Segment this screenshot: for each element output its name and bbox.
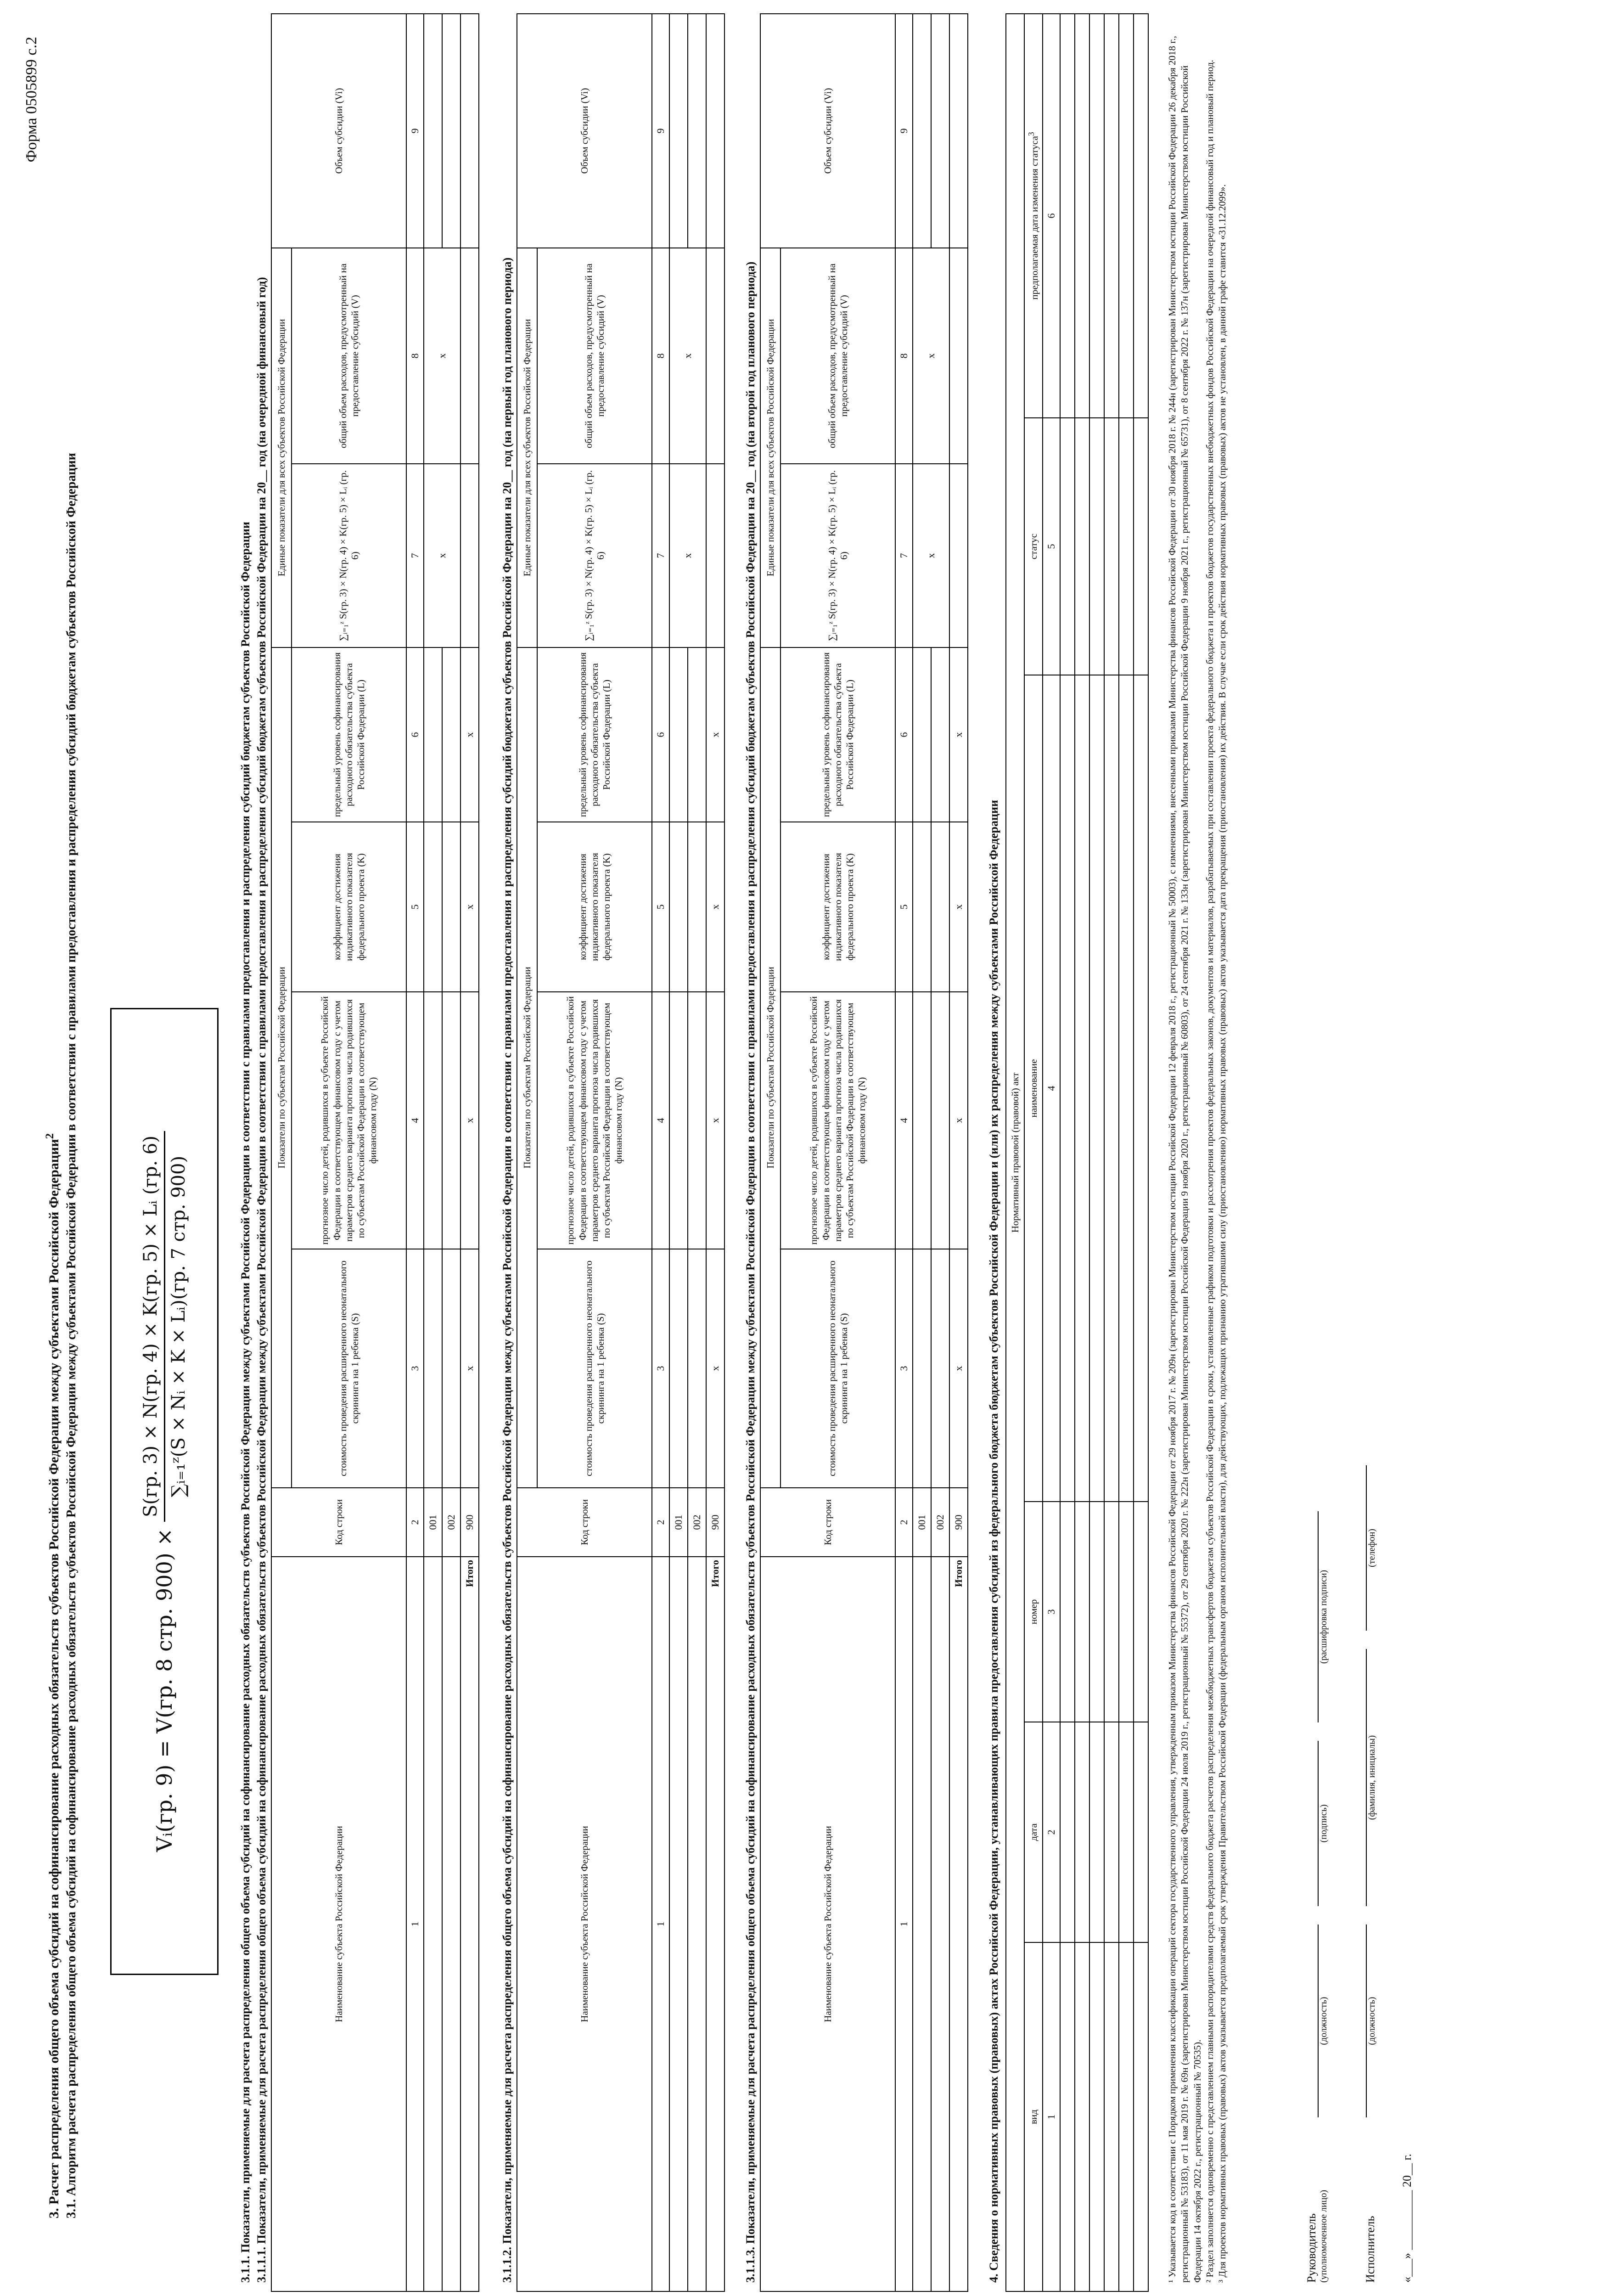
npa-header-data: дата xyxy=(1024,1722,1043,1942)
cell-merged-v: x xyxy=(669,248,706,464)
npa-group-header: Нормативный правовой (правовой) акт xyxy=(1006,14,1024,2291)
col-num: 1 xyxy=(895,1557,913,2291)
cap-position: (должность) xyxy=(1367,1997,1377,2045)
total-cell xyxy=(949,14,968,248)
total-code: 900 xyxy=(949,1488,968,1557)
header-v: общий объем расходов, предусмотренный на предоставление субсидий (V) xyxy=(537,248,652,464)
formula-fraction xyxy=(140,1131,189,1522)
cap-signature: (подпись) xyxy=(1319,1804,1329,1843)
col-num: 3 xyxy=(652,1249,669,1488)
col-num: 5 xyxy=(895,822,913,992)
header-n: прогнозное число детей, родившихся в субъекте Российской Федерации в соответствующем финансовом году с учетом параметров среднего варианта прогноза числа родившихся по субъектам Российской Федерации в соответствующем финансовом году (N) xyxy=(780,992,895,1249)
header-sum: ∑ᵢ₌₁ᶻ S(гр. 3) × N(гр. 4) × K(гр. 5) × Lᵢ (гр. 6) xyxy=(780,464,895,647)
cell-code: 001 xyxy=(913,1488,931,1557)
header-s: стоимость проведения расширенного неонатального скрининга на 1 ребенка (S) xyxy=(537,1249,652,1488)
total-row xyxy=(460,14,479,2291)
header-k: коэффициент достижения индикативного показателя федерального проекта (K) xyxy=(780,822,895,992)
npa-header-date-change xyxy=(1024,14,1043,418)
total-row xyxy=(949,14,968,2291)
cell xyxy=(424,992,442,1249)
col-num: 6 xyxy=(652,647,669,822)
col-num: 8 xyxy=(652,248,669,464)
total-code: 900 xyxy=(706,1488,724,1557)
footnotes xyxy=(1166,33,1229,2283)
total-cell xyxy=(949,464,968,647)
total-cell: x xyxy=(706,992,724,1249)
header-subject-name: Наименование субъекта Российской Федерации xyxy=(517,1557,652,2291)
npa-header-date-change-sup: 3 xyxy=(1027,132,1036,136)
header-n: прогнозное число детей, родившихся в субъекте Российской Федерации в соответствующем финансовом году с учетом параметров среднего варианта прогноза числа родившихся по субъектам Российской Федерации в соответствующем финансовом году (N) xyxy=(292,992,406,1249)
cell xyxy=(669,992,688,1249)
col-num: 9 xyxy=(406,14,424,248)
signature-block xyxy=(1304,1465,1414,2283)
cell-merged-v: x xyxy=(424,248,460,464)
head-decoding-field[interactable] xyxy=(1304,1511,1319,1722)
total-cell: x xyxy=(460,1249,479,1488)
cell-merged-sum: x xyxy=(913,464,949,647)
npa-col-num: 6 xyxy=(1043,14,1060,418)
cell xyxy=(913,647,931,822)
npa-header-nomer: номер xyxy=(1024,1502,1043,1722)
cell xyxy=(931,647,949,822)
cell xyxy=(931,992,949,1249)
total-cell: x xyxy=(460,992,479,1249)
col-num: 7 xyxy=(406,464,424,647)
col-num: 8 xyxy=(895,248,913,464)
header-k: коэффициент достижения индикативного показателя федерального проекта (K) xyxy=(292,822,406,992)
total-cell: x xyxy=(706,647,724,822)
cell-code: 002 xyxy=(931,1488,949,1557)
cell xyxy=(913,1249,931,1488)
total-label: Итого xyxy=(949,1557,968,2291)
section-3-1-1-heading: 3.1.1. Показатели, применяемые для расчета распределения общего объема субсидий на софинансирование расходных обязательств субъектов Российской Федерации между субъектами Российской Федерации в соответствии с правилами предоставления и распределения субсидий бюджетам субъектов Российской Федерации xyxy=(239,522,252,2283)
cell xyxy=(442,822,460,992)
total-cell xyxy=(706,14,724,248)
npa-row xyxy=(1119,14,1134,2291)
header-l: предельный уровень софинансирования расходного обязательства субъекта Российской Федерации (L) xyxy=(292,647,406,822)
cap-decoding: (расшифровка подписи) xyxy=(1319,1570,1329,1664)
npa-row xyxy=(1134,14,1148,2291)
col-num: 2 xyxy=(406,1488,424,1557)
total-cell xyxy=(949,248,968,464)
header-group-by-subject: Показатели по субъектам Российской Федерации xyxy=(271,647,292,1488)
head-signature-field[interactable] xyxy=(1304,1741,1319,1906)
cell-code: 001 xyxy=(424,1488,442,1557)
header-v: общий объем расходов, предусмотренный на предоставление субсидий (V) xyxy=(292,248,406,464)
total-cell: x xyxy=(949,992,968,1249)
npa-row xyxy=(1104,14,1119,2291)
header-vi: Объем субсидии (Vi) xyxy=(271,14,406,248)
footnote-3: ³ Для проектов нормативных правовых (правовых) актов указывается предполагаемый срок утверждения Правительством Российской Федерации (федеральным органом исполнительной власти), для действующих, подлежащих признанию утратившими силу (приостановлению) нормативных правовых (правовых) актов указывается дата прекращения (приостановления) их действия. В случае если срок действия нормативных правовых (правовых) актов не установлен, в данной графе ставится «31.12.2099». xyxy=(1217,184,1228,2283)
cell xyxy=(424,647,442,822)
col-num: 6 xyxy=(406,647,424,822)
header-group-common: Единые показатели для всех субъектов Российской Федерации xyxy=(271,248,292,647)
cell xyxy=(688,822,706,992)
total-row xyxy=(706,14,724,2291)
header-vi: Объем субсидии (Vi) xyxy=(517,14,652,248)
cell-merged-v: x xyxy=(913,248,949,464)
section-3-1-1-1-heading: 3.1.1.1. Показатели, применяемые для расчета распределения общего объема субсидий на софинансирование расходных обязательств субъектов Российской Федерации между субъектами Российской Федерации в соответствии с правилами предоставления и распределения субсидий бюджетам субъектов Российской Федерации на 20__ год (на очередной финансовый год) xyxy=(255,277,268,2283)
col-num: 5 xyxy=(406,822,424,992)
col-num: 7 xyxy=(895,464,913,647)
cap-position: (должность) xyxy=(1319,1997,1329,2045)
total-label: Итого xyxy=(706,1557,724,2291)
header-group-common: Единые показатели для всех субъектов Российской Федерации xyxy=(517,248,537,647)
cell xyxy=(931,822,949,992)
npa-col-num: 5 xyxy=(1043,418,1060,675)
table-row xyxy=(424,14,442,2291)
cell xyxy=(442,647,460,822)
cell-subject xyxy=(913,1557,931,2291)
cell xyxy=(442,14,460,248)
table-3-1-1-3 xyxy=(760,13,968,2292)
col-num: 4 xyxy=(652,992,669,1249)
header-group-by-subject: Показатели по субъектам Российской Федерации xyxy=(517,647,537,1488)
npa-row xyxy=(1075,14,1089,2291)
table-row xyxy=(913,14,931,2291)
header-group-common: Единые показатели для всех субъектов Российской Федерации xyxy=(760,248,780,647)
total-code: 900 xyxy=(460,1488,479,1557)
total-cell: x xyxy=(949,822,968,992)
head-sub: (уполномоченное лицо) xyxy=(1319,2189,1329,2283)
col-num: 7 xyxy=(652,464,669,647)
cell-subject xyxy=(424,1557,442,2291)
cell-subject xyxy=(442,1557,460,2291)
table-row xyxy=(669,14,688,2291)
footnote-2: ² Раздел заполняется одновременно с представлением главными распорядителями средств федерального бюджета расчетов распределения межбюджетных трансфертов бюджетам субъектов Российской Федерации в сроки, установленные графиком подготовки и рассмотрения проектов федеральных законов, документов и материалов, разрабатываемых при составлении проекта федерального бюджета и проектов бюджетов государственных внебюджетных фондов Российской Федерации на очередной финансовый год и плановый период. xyxy=(1204,60,1215,2283)
header-sum: ∑ᵢ₌₁ᶻ S(гр. 3) × N(гр. 4) × K(гр. 5) × Lᵢ (гр. 6) xyxy=(292,464,406,647)
cell-subject xyxy=(688,1557,706,2291)
formula-numerator: S(гр. 3) × N(гр. 4) × K(гр. 5) × Lᵢ (гр. 6) xyxy=(140,1131,165,1522)
cell xyxy=(688,14,706,248)
head-label: Руководитель xyxy=(1305,2213,1318,2283)
header-s: стоимость проведения расширенного неонатального скрининга на 1 ребенка (S) xyxy=(292,1249,406,1488)
head-position-field[interactable] xyxy=(1304,1925,1319,2117)
npa-header-name: наименование xyxy=(1024,675,1043,1502)
header-l: предельный уровень софинансирования расходного обязательства субъекта Российской Федерации (L) xyxy=(537,647,652,822)
total-label: Итого xyxy=(460,1557,479,2291)
header-group-by-subject: Показатели по субъектам Российской Федерации xyxy=(760,647,780,1488)
npa-header-status: статус xyxy=(1024,418,1043,675)
cell-code: 002 xyxy=(688,1488,706,1557)
executor-label: Исполнитель xyxy=(1364,2216,1377,2283)
header-subject-name: Наименование субъекта Российской Федерации xyxy=(760,1557,895,2291)
col-num: 3 xyxy=(895,1249,913,1488)
form-number: Форма 0505899 с.2 xyxy=(23,37,40,163)
col-num: 2 xyxy=(895,1488,913,1557)
cell xyxy=(913,992,931,1249)
table-3-1-1-2 xyxy=(517,13,725,2292)
col-num: 2 xyxy=(652,1488,669,1557)
cell-subject xyxy=(931,1557,949,2291)
section-3-1-1-3-heading: 3.1.1.3. Показатели, применяемые для расчета распределения общего объема субсидий на софинансирование расходных обязательств субъектов Российской Федерации между субъектами Российской Федерации в соответствии с правилами предоставления и распределения субсидий бюджетам субъектов Российской Федерации на 20__ год (на второй год планового периода) xyxy=(744,261,757,2283)
cell-merged-sum: x xyxy=(669,464,706,647)
table-3-1-1-1 xyxy=(271,13,479,2292)
cell-code: 002 xyxy=(442,1488,460,1557)
formula-denominator: ∑ᵢ₌₁ᶻ(S × Nᵢ × K × Lᵢ)(гр. 7 стр. 900) xyxy=(168,1155,189,1497)
cell xyxy=(669,647,688,822)
header-n: прогнозное число детей, родившихся в субъекте Российской Федерации в соответствующем финансовом году с учетом параметров среднего варианта прогноза числа родившихся по субъектам Российской Федерации в соответствующем финансовом году (N) xyxy=(537,992,652,1249)
npa-row xyxy=(1089,14,1104,2291)
header-k: коэффициент достижения индикативного показателя федерального проекта (K) xyxy=(537,822,652,992)
header-line-code: Код строки xyxy=(517,1488,652,1557)
cap-fio: (фамилия, инициалы) xyxy=(1367,1735,1377,1820)
total-cell: x xyxy=(706,822,724,992)
header-s: стоимость проведения расширенного неонатального скрининга на 1 ребенка (S) xyxy=(780,1249,895,1488)
footnote-1: ¹ Указывается код в соответствии с Порядком применения классификации операций сектора государственного управления, утвержденным приказом Министерства финансов Российской Федерации от 29 ноября 2017 г. № 209н (зарегистрирован Министерством юстиции Российской Федерации 12 февраля 2018 г., регистрационный № 50003), с изменениями, внесенными приказами Министерства финансов Российской Федерации от 30 ноября 2018 г. № 244н (зарегистрирован Министерством юстиции Российской Федерации 26 декабря 2018 г., регистрационный № 53183), от 11 мая 2019 г. № 69н (зарегистрирован Министерством юстиции Российской Федерации 24 июля 2019 г., регистрационный № 55372), от 29 сентября 2020 г. № 222н (зарегистрирован Министерством юстиции Российской Федерации 9 ноября 2020 г., регистрационный № 60803), от 24 сентября 2021 г. № 133н (зарегистрирован Министерством юстиции Российской Федерации 9 ноября 2021 г., регистрационный № 65731), от 8 сентября 2022 г. № 137н (зарегистрирован Министерством юстиции Российской Федерации 14 октября 2022 г., регистрационный № 70535). xyxy=(1167,36,1203,2283)
date-line: «___» __________ 20__ г. xyxy=(1400,2154,1414,2283)
section-3-heading xyxy=(44,1133,62,2218)
cell xyxy=(669,822,688,992)
cell xyxy=(913,822,931,992)
header-vi: Объем субсидии (Vi) xyxy=(760,14,895,248)
header-sum: ∑ᵢ₌₁ᶻ S(гр. 3) × N(гр. 4) × K(гр. 5) × Lᵢ (гр. 6) xyxy=(537,464,652,647)
formula xyxy=(140,1131,189,1852)
table-npa xyxy=(1005,13,1149,2292)
cell xyxy=(669,1249,688,1488)
cell xyxy=(688,647,706,822)
total-cell xyxy=(460,14,479,248)
npa-col-num: 2 xyxy=(1043,1722,1060,1942)
section-3-1-heading: 3.1. Алгоритм расчета распределения общего объема субсидий на софинансирование расходных обязательств субъектов Российской Федерации между субъектами Российской Федерации в соответствии с правилами предоставления и распределения субсидий бюджетам субъектов Российской Федерации xyxy=(64,453,79,2218)
total-cell xyxy=(706,248,724,464)
npa-col-num: 4 xyxy=(1043,675,1060,1502)
col-num: 8 xyxy=(406,248,424,464)
section-3-heading-sup: 2 xyxy=(44,1133,56,1139)
header-subject-name: Наименование субъекта Российской Федерации xyxy=(271,1557,406,2291)
npa-row xyxy=(1060,14,1075,2291)
cell xyxy=(442,992,460,1249)
npa-header-vid: вид xyxy=(1024,1942,1043,2291)
cell xyxy=(688,992,706,1249)
total-cell xyxy=(460,464,479,647)
cell xyxy=(913,14,931,248)
cell xyxy=(931,14,949,248)
section-3-1-1-2-heading: 3.1.1.2. Показатели, применяемые для расчета распределения общего объема субсидий на софинансирование расходных обязательств субъектов Российской Федерации между субъектами Российской Федерации в соответствии с правилами предоставления и распределения субсидий бюджетам субъектов Российской Федерации на 20__ год (на первый год планового периода) xyxy=(500,257,514,2283)
col-num: 6 xyxy=(895,647,913,822)
formula-box xyxy=(110,1008,219,1975)
col-num: 4 xyxy=(406,992,424,1249)
executor-fio-field[interactable] xyxy=(1352,1649,1367,1906)
npa-col-num: 3 xyxy=(1043,1502,1060,1722)
total-cell: x xyxy=(460,822,479,992)
header-line-code: Код строки xyxy=(271,1488,406,1557)
header-line-code: Код строки xyxy=(760,1488,895,1557)
formula-lhs: Vᵢ(гр. 9) = V(гр. 8 стр. 900) × xyxy=(152,1528,177,1852)
executor-phone-field[interactable] xyxy=(1352,1465,1367,1631)
total-cell: x xyxy=(949,1249,968,1488)
total-cell xyxy=(460,248,479,464)
section-3-heading-text: 3. Расчет распределения общего объема субсидий на софинансирование расходных обязательств субъектов Российской Федерации между субъектами Российской Федерации xyxy=(46,1139,62,2218)
header-l: предельный уровень софинансирования расходного обязательства субъекта Российской Федерации (L) xyxy=(780,647,895,822)
cell xyxy=(424,1249,442,1488)
cap-phone: (телефон) xyxy=(1367,1529,1377,1567)
executor-position-field[interactable] xyxy=(1352,1925,1367,2117)
header-v: общий объем расходов, предусмотренный на предоставление субсидий (V) xyxy=(780,248,895,464)
cell xyxy=(688,1249,706,1488)
col-num: 1 xyxy=(406,1557,424,2291)
col-num: 9 xyxy=(652,14,669,248)
total-cell: x xyxy=(460,647,479,822)
total-cell: x xyxy=(949,647,968,822)
col-num: 9 xyxy=(895,14,913,248)
col-num: 1 xyxy=(652,1557,669,2291)
col-num: 5 xyxy=(652,822,669,992)
cell-subject xyxy=(669,1557,688,2291)
total-cell: x xyxy=(706,1249,724,1488)
cell xyxy=(424,822,442,992)
cell xyxy=(442,1249,460,1488)
npa-col-num: 1 xyxy=(1043,1942,1060,2291)
cell-code: 001 xyxy=(669,1488,688,1557)
cell xyxy=(424,14,442,248)
total-cell xyxy=(706,464,724,647)
cell xyxy=(669,14,688,248)
section-4-heading: 4. Сведения о нормативных правовых (правовых) актах Российской Федерации, устанавливающих правила предоставления субсидий из федерального бюджета бюджетам субъектов Российской Федерации и (или) их распределения между субъектами Российской Федерации xyxy=(987,800,1000,2283)
cell xyxy=(931,1249,949,1488)
npa-header-date-change-text: предполагаемая дата изменения статуса xyxy=(1029,136,1040,300)
col-num: 3 xyxy=(406,1249,424,1488)
col-num: 4 xyxy=(895,992,913,1249)
cell-merged-sum: x xyxy=(424,464,460,647)
